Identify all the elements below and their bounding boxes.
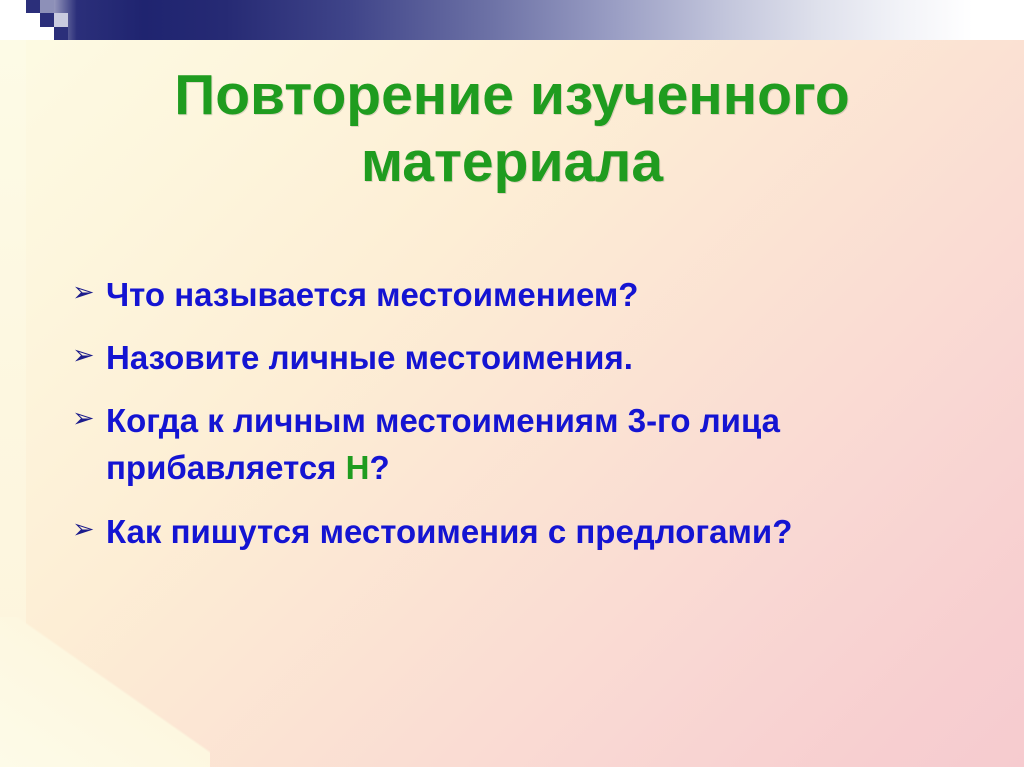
list-item bbox=[72, 509, 972, 556]
band-square bbox=[26, 0, 40, 13]
list-item bbox=[72, 335, 972, 382]
bottom-left-corner-wedge bbox=[0, 617, 210, 767]
arrow-bullet-icon: ➢ bbox=[72, 277, 95, 307]
band-square bbox=[54, 27, 68, 40]
bullet-text-highlight: Н bbox=[345, 448, 370, 486]
band-square bbox=[54, 13, 68, 27]
bullet-text-before: Когда к личным местоимениям 3-го лица прибавляется bbox=[106, 401, 780, 486]
bullet-text bbox=[106, 398, 972, 492]
slide-title: Повторение изученного материала bbox=[174, 63, 850, 195]
bullet-text: Назовите личные местоимения. bbox=[106, 338, 633, 376]
arrow-bullet-icon: ➢ bbox=[72, 339, 95, 370]
band-square bbox=[26, 13, 40, 27]
arrow-bullet-icon: ➢ bbox=[72, 402, 95, 433]
bullet-text: Что называется местоимением? bbox=[106, 276, 639, 313]
band-square bbox=[40, 13, 54, 27]
bullet-list bbox=[72, 272, 972, 556]
band-square bbox=[26, 27, 54, 40]
bullet-text: Как пишутся местоимения с предлогами? bbox=[106, 513, 793, 551]
list-item bbox=[72, 398, 972, 492]
band-square bbox=[40, 0, 54, 13]
list-item bbox=[72, 272, 972, 319]
top-decorative-band bbox=[0, 0, 1024, 40]
arrow-bullet-icon: ➢ bbox=[72, 514, 95, 545]
bullet-text-after: ? bbox=[369, 448, 390, 486]
band-square bbox=[0, 0, 26, 40]
